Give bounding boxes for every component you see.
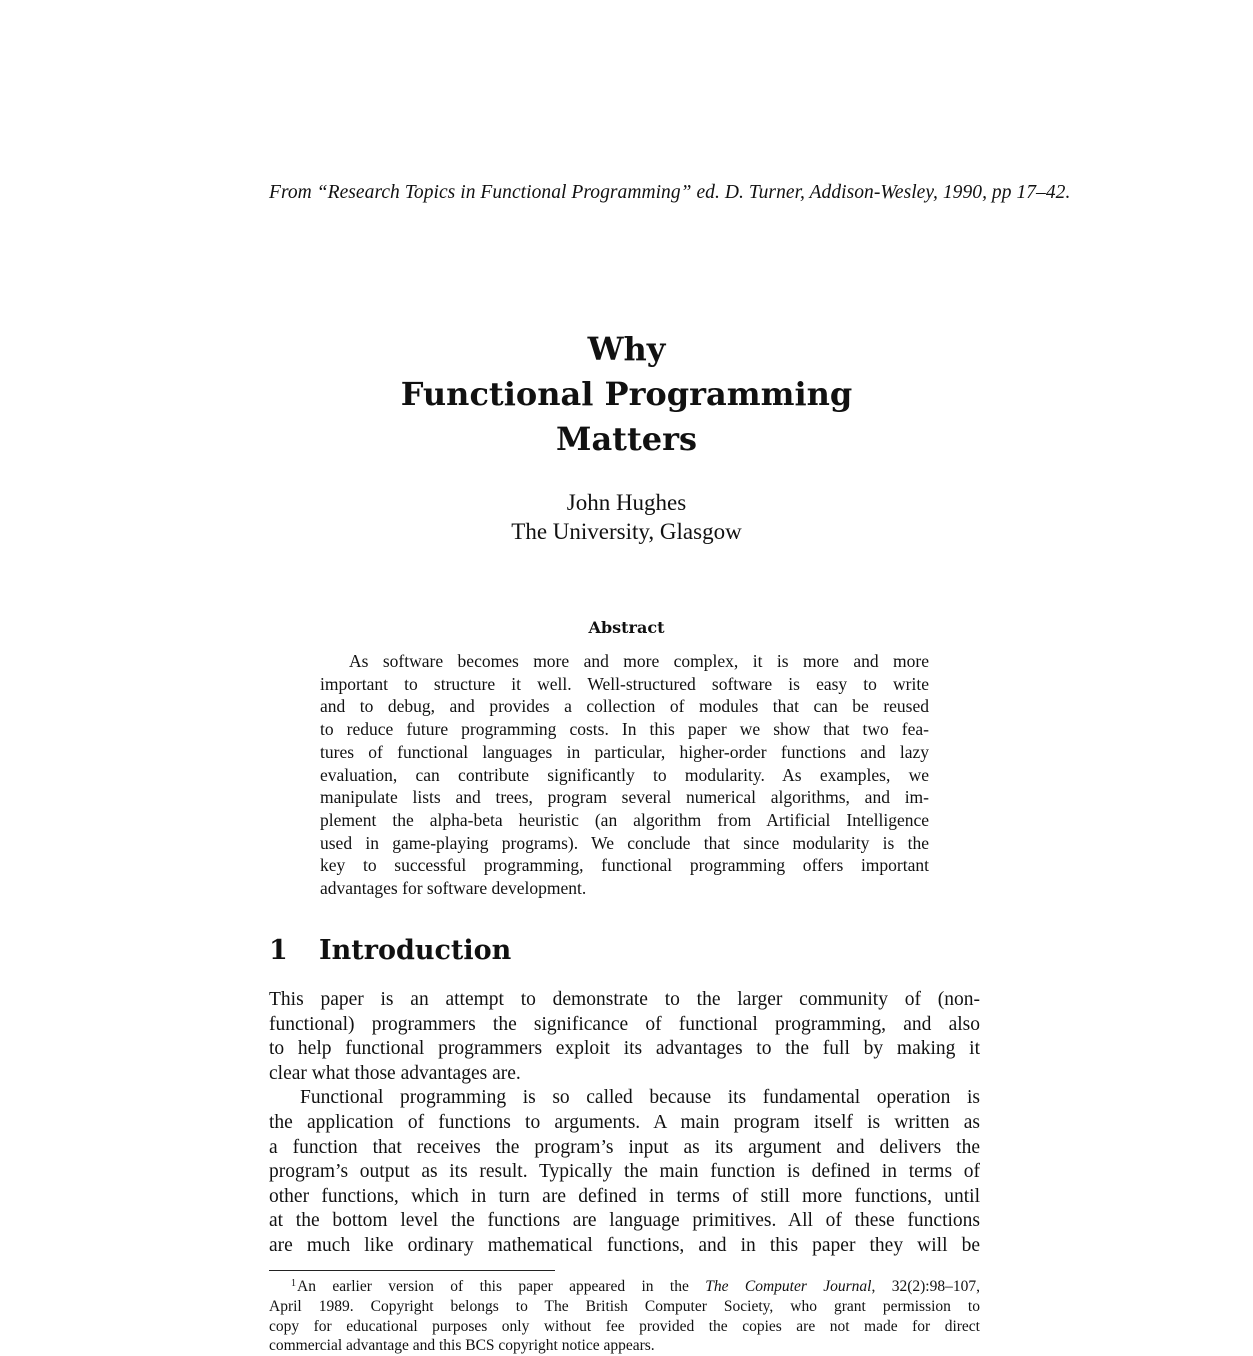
section-heading — [269, 935, 869, 966]
footnote-line: April 1989. Copyright belongs to The British Computer Society, who grant permission to — [269, 1297, 980, 1315]
body-line: This paper is an attempt to demonstrate to the larger community of (non- — [269, 989, 980, 1010]
author-affiliation: The University, Glasgow — [511, 519, 742, 544]
section-number: 1 — [269, 935, 288, 966]
footnote-text: , 32(2):98–107, — [871, 1278, 980, 1295]
abstract-line: plement the alpha-beta heuristic (an algorithm from Artificial Intelligence — [320, 809, 929, 830]
abstract-line: evaluation, can contribute significantly to modularity. As examples, we — [320, 764, 929, 785]
abstract-line: to reduce future programming costs. In this paper we show that two fea- — [320, 719, 929, 740]
abstract-line: manipulate lists and trees, program several numerical algorithms, and im- — [320, 787, 929, 808]
title-line-1: Why — [587, 330, 666, 368]
abstract-line: and to debug, and provides a collection of modules that can be reused — [320, 696, 929, 717]
body-line: at the bottom level the functions are language primitives. All of these functions — [269, 1210, 980, 1232]
footnote-line: commercial advantage and this BCS copyright notice appears. — [269, 1337, 655, 1355]
abstract-line: As software becomes more and more complex, it is more and more — [349, 651, 929, 671]
author-block — [0, 488, 1253, 546]
footnote-journal: The Computer Journal — [705, 1278, 872, 1295]
abstract-line: important to structure it well. Well-structured software is easy to write — [320, 673, 929, 694]
footnote-line — [269, 1274, 980, 1297]
title-line-3: Matters — [556, 420, 697, 458]
abstract-heading: Abstract — [588, 618, 665, 637]
body-line: program’s output as its result. Typically the main function is defined in terms of — [269, 1161, 980, 1183]
section-title: Introduction — [319, 935, 512, 966]
abstract-line: tures of functional languages in particular, higher-order functions and lazy — [320, 741, 929, 762]
body-line: the application of functions to arguments. A main program itself is written as — [269, 1111, 980, 1133]
body-line: a function that receives the program’s input as its argument and delivers the — [269, 1136, 980, 1158]
footnote-rule — [269, 1270, 555, 1271]
abstract-line: used in game-playing programs). We conclude that since modularity is the — [320, 832, 929, 853]
body-line: are much like ordinary mathematical functions, and in this paper they will be — [269, 1234, 980, 1256]
paper-title — [0, 327, 1253, 462]
body-line: to help functional programmers exploit its advantages to the full by making it — [269, 1038, 980, 1060]
title-line-2: Functional Programming — [400, 375, 853, 413]
author-name: John Hughes — [566, 490, 687, 515]
body-line: other functions, which in turn are defined in terms of still more functions, until — [269, 1185, 980, 1207]
body-line: functional) programmers the significance of functional programming, and also — [269, 1013, 980, 1035]
source-citation: From “Research Topics in Functional Programming” ed. D. Turner, Addison-Wesley, 1990, pp 17–42. — [269, 182, 1071, 203]
body-text — [269, 988, 980, 1259]
abstract-line: advantages for software development. — [320, 878, 587, 899]
abstract-line: key to successful programming, functional programming offers important — [320, 855, 929, 876]
footnote-text: An earlier version of this paper appeared in the — [297, 1278, 706, 1295]
footnote-line: copy for educational purposes only without fee provided the copies are not made for direct — [269, 1317, 980, 1335]
footnote — [269, 1274, 980, 1356]
abstract-body — [320, 650, 929, 900]
body-line: Functional programming is so called because its fundamental operation is — [300, 1087, 980, 1109]
body-line: clear what those advantages are. — [269, 1062, 521, 1084]
footnote-marker: 1 — [291, 1278, 296, 1289]
